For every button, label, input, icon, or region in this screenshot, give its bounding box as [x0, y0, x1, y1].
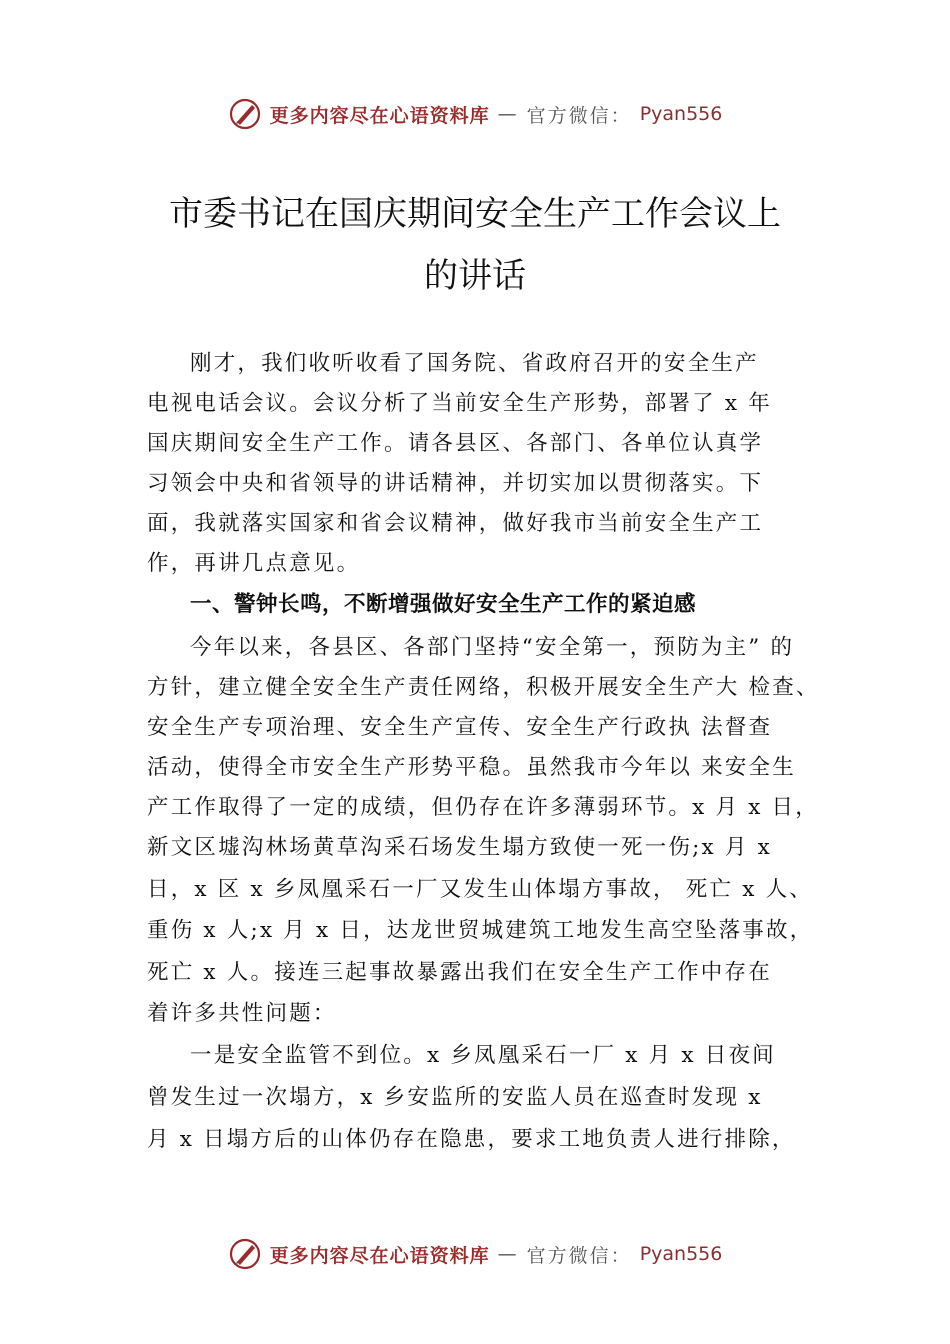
paragraph-line: 产工作取得了一定的成绩，但仍存在许多薄弱环节。x 月 x 日，: [147, 795, 819, 820]
paragraph-line: 日，x 区 x 乡凤凰采石一厂又发生山体塌方事故， 死亡 x 人、: [147, 877, 813, 902]
header-banner: [0, 94, 950, 134]
banner-wechat-label: 官方微信：: [526, 1244, 632, 1267]
paragraph-line: 重伤 x 人;x 月 x 日，达龙世贸城建筑工地发生高空坠落事故，: [147, 918, 814, 943]
document-title-line-2: 的讲话: [424, 256, 526, 296]
paragraph-line: 一是安全监管不到位。x 乡凤凰采石一厂 x 月 x 日夜间: [190, 1043, 776, 1068]
banner-separator: —: [497, 1243, 519, 1265]
banner-wechat-id: Pyan556: [639, 1243, 723, 1265]
paragraph-line: 新文区墟沟林场黄草沟采石场发生塌方致使一死一伤;x 月 x: [147, 835, 772, 860]
footer-banner: [0, 1234, 950, 1274]
banner-wechat-label: 官方微信：: [526, 104, 632, 127]
paragraph-line: 死亡 x 人。接连三起事故暴露出我们在安全生产工作中存在: [147, 960, 772, 985]
paragraph-line: 安全生产专项治理、安全生产宣传、安全生产行政执 法督查: [147, 715, 773, 740]
paragraph-line: 活动，使得全市安全生产形势平稳。虽然我市今年以 来安全生: [147, 755, 796, 780]
paragraph-line: 习领会中央和省领导的讲话精神，并切实加以贯彻落实。下: [147, 471, 764, 496]
document-title-line-1: 市委书记在国庆期间安全生产工作会议上: [169, 194, 781, 234]
section-heading: 一、警钟长鸣，不断增强做好安全生产工作的紧迫感: [190, 592, 697, 617]
banner-wechat-id: Pyan556: [639, 103, 723, 125]
banner-separator: —: [497, 103, 519, 125]
paragraph-line: 面，我就落实国家和省会议精神，做好我市当前安全生产工: [147, 511, 764, 536]
paragraph-line: 作，再讲几点意见。: [147, 551, 361, 576]
paragraph-line: 着许多共性问题：: [147, 1001, 337, 1026]
paragraph-line: 电视电话会议。会议分析了当前安全生产形势，部署了 x 年: [147, 391, 772, 416]
banner-brand-text: 更多内容尽在心语资料库: [269, 1244, 490, 1267]
paragraph-line: 国庆期间安全生产工作。请各县区、各部门、各单位认真学: [147, 431, 764, 456]
paragraph-line: 月 x 日塌方后的山体仍存在隐患，要求工地负责人进行排除，: [147, 1127, 796, 1152]
banner-brand-text: 更多内容尽在心语资料库: [269, 104, 490, 127]
pen-seal-logo-icon: [228, 97, 262, 131]
paragraph-line: 曾发生过一次塌方，x 乡安监所的安监人员在巡查时发现 x: [147, 1085, 763, 1110]
pen-seal-logo-icon: [228, 1237, 262, 1271]
paragraph-line: 刚才，我们收听收看了国务院、省政府召开的安全生产: [190, 351, 759, 376]
paragraph-line: 今年以来，各县区、各部门坚持“安全第一，预防为主” 的: [190, 635, 795, 660]
paragraph-line: 方针，建立健全安全生产责任网络，积极开展安全生产大 检查、: [147, 675, 820, 700]
